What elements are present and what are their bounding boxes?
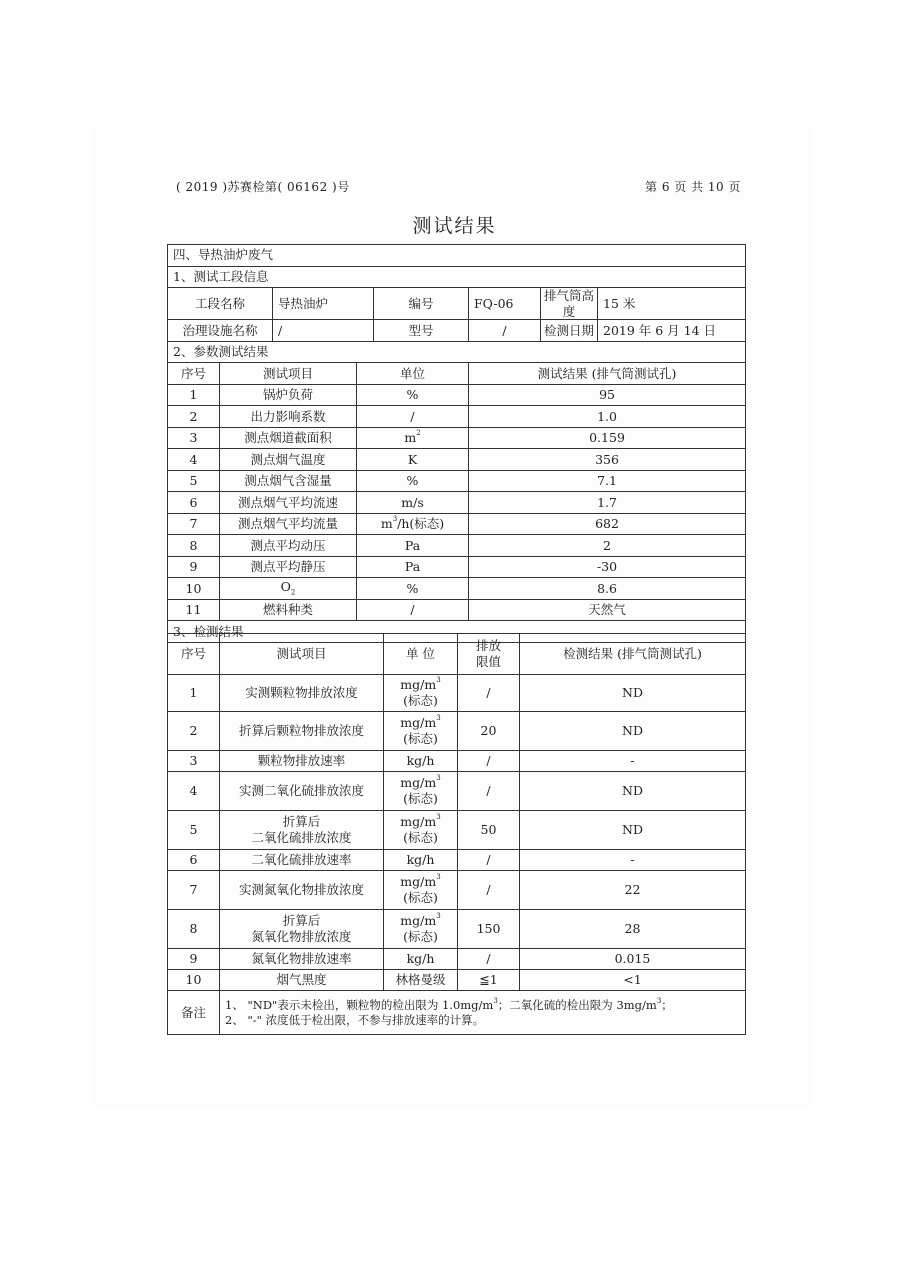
section-title-info: 1、测试工段信息 [168,266,746,288]
row-limit: ≦1 [458,970,520,991]
row-no: 7 [168,513,220,535]
row-unit: / [357,599,469,621]
info-value: 导热油炉 [273,288,374,320]
col-header: 测试项目 [220,634,384,675]
row-result: 95 [469,384,746,406]
results-header-row [168,634,746,675]
info-value: / [469,320,541,342]
row-item: 折算后 二氧化硫排放浓度 [220,811,384,850]
row-item: 烟气黑度 [220,970,384,991]
row-no: 10 [168,578,220,600]
remark-row [168,991,746,1035]
table-row [168,871,746,910]
table-row [168,675,746,712]
row-unit: kg/h [384,949,458,970]
row-no: 8 [168,535,220,557]
info-row [168,288,746,320]
row-no: 8 [168,910,220,949]
info-label: 工段名称 [168,288,273,320]
row-result: <1 [520,970,746,991]
row-limit: 20 [458,712,520,751]
row-no: 4 [168,772,220,811]
table-row [168,492,746,514]
row-unit: $mg/m^3$ (标态) [384,811,458,850]
row-item: 测点烟气平均流速 [220,492,357,514]
row-limit: / [458,871,520,910]
row-result: ND [520,675,746,712]
row-item: 实测二氧化硫排放浓度 [220,772,384,811]
row-result: - [520,751,746,772]
table-row [168,556,746,578]
table-row [168,910,746,949]
row-unit: $mg/m^3$ (标态) [384,675,458,712]
info-label: 检测日期 [541,320,598,342]
col-header: 序号 [168,634,220,675]
params-header-row [168,363,746,385]
row-unit: Pa [357,556,469,578]
row-result: -30 [469,556,746,578]
row-result: 28 [520,910,746,949]
row-item: 锅炉负荷 [220,384,357,406]
info-label: 编号 [374,288,469,320]
col-header: 单 位 [384,634,458,675]
row-limit: / [458,850,520,871]
row-no: 2 [168,406,220,428]
row-result: 8.6 [469,578,746,600]
col-header: 检测结果 (排气筒测试孔) [520,634,746,675]
row-unit: Pa [357,535,469,557]
row-unit: % [357,384,469,406]
detection-table [167,633,746,1035]
row-result: ND [520,712,746,751]
info-label: 型号 [374,320,469,342]
table-row [168,772,746,811]
row-item: 测点平均静压 [220,556,357,578]
table-row [168,949,746,970]
row-unit: $m^3/h$(标态) [357,513,469,535]
remark-text: 1、 "ND"表示未检出，颗粒物的检出限为 $1.0mg/m^3$；二氧化硫的检出限为 $3mg/m^3$； 2、 "-" 浓度低于检出限，不参与排放速率的计算。 [220,991,746,1035]
row-no: 6 [168,850,220,871]
row-result: 1.0 [469,406,746,428]
row-item: $O_2$ [220,578,357,600]
row-unit: 林格曼级 [384,970,458,991]
row-result: 1.7 [469,492,746,514]
row-limit: 50 [458,811,520,850]
row-result: 356 [469,449,746,471]
row-limit: / [458,751,520,772]
table-row [168,751,746,772]
info-value: / [273,320,374,342]
page-info: 第 6 页 共 10 页 [645,180,741,194]
row-unit: $mg/m^3$ (标态) [384,871,458,910]
row-result: ND [520,772,746,811]
info-row [168,320,746,342]
row-item: 折算后 氮氧化物排放浓度 [220,910,384,949]
row-no: 11 [168,599,220,621]
row-no: 1 [168,675,220,712]
row-no: 7 [168,871,220,910]
row-result: ND [520,811,746,850]
row-result: 0.159 [469,427,746,449]
row-no: 1 [168,384,220,406]
row-no: 10 [168,970,220,991]
row-item: 测点烟气温度 [220,449,357,471]
row-item: 实测氮氧化物排放浓度 [220,871,384,910]
row-unit: $m^2$ [357,427,469,449]
info-label: 治理设施名称 [168,320,273,342]
row-result: 7.1 [469,470,746,492]
table-row [168,712,746,751]
row-result: 2 [469,535,746,557]
row-item: 实测颗粒物排放浓度 [220,675,384,712]
row-result: - [520,850,746,871]
row-item: 出力影响系数 [220,406,357,428]
section-title-results: 3、检测结果 [168,621,746,643]
row-item: 折算后颗粒物排放浓度 [220,712,384,751]
table-row [168,449,746,471]
table-row [168,850,746,871]
row-no: 6 [168,492,220,514]
table-row [168,406,746,428]
row-item: 测点平均动压 [220,535,357,557]
row-unit: $mg/m^3$ (标态) [384,772,458,811]
col-header: 排放 限值 [458,634,520,675]
row-unit: / [357,406,469,428]
section-title-main: 四、导热油炉废气 [168,245,746,267]
table-row [168,970,746,991]
row-unit: $mg/m^3$ (标态) [384,910,458,949]
section-title-params: 2、参数测试结果 [168,341,746,363]
row-item: 氮氧化物排放速率 [220,949,384,970]
row-limit: 150 [458,910,520,949]
row-item: 燃料种类 [220,599,357,621]
col-header: 单位 [357,363,469,385]
row-item: 颗粒物排放速率 [220,751,384,772]
row-no: 9 [168,556,220,578]
row-unit: % [357,470,469,492]
row-unit: m/s [357,492,469,514]
row-no: 4 [168,449,220,471]
row-unit: K [357,449,469,471]
row-unit: kg/h [384,751,458,772]
col-header: 序号 [168,363,220,385]
col-header: 测试项目 [220,363,357,385]
row-limit: / [458,772,520,811]
report-number: ( 2019 )苏赛检第( 06162 )号 [176,180,350,194]
page-title: 测试结果 [412,215,497,237]
row-unit: $mg/m^3$ (标态) [384,712,458,751]
row-unit: % [357,578,469,600]
row-no: 2 [168,712,220,751]
table-row [168,513,746,535]
row-no: 5 [168,811,220,850]
row-result: 0.015 [520,949,746,970]
info-label: 排气筒高度 [541,288,598,320]
row-no: 5 [168,470,220,492]
table-row [168,427,746,449]
remark-label: 备注 [168,991,220,1035]
table-row [168,599,746,621]
row-limit: / [458,675,520,712]
col-header: 测试结果 (排气筒测试孔) [469,363,746,385]
row-unit: kg/h [384,850,458,871]
table-row [168,470,746,492]
row-result: 天然气 [469,599,746,621]
row-result: 22 [520,871,746,910]
row-no: 9 [168,949,220,970]
row-no: 3 [168,427,220,449]
table-row [168,384,746,406]
row-no: 3 [168,751,220,772]
row-item: 测点烟气平均流量 [220,513,357,535]
table-row [168,578,746,600]
row-item: 测点烟气含湿量 [220,470,357,492]
row-result: 682 [469,513,746,535]
parameter-table [167,244,746,643]
info-value: 15 米 [598,288,746,320]
row-limit: / [458,949,520,970]
table-row [168,811,746,850]
info-value: 2019 年 6 月 14 日 [598,320,746,342]
row-item: 测点烟道截面积 [220,427,357,449]
info-value: FQ-06 [469,288,541,320]
table-row [168,535,746,557]
row-item: 二氧化硫排放速率 [220,850,384,871]
